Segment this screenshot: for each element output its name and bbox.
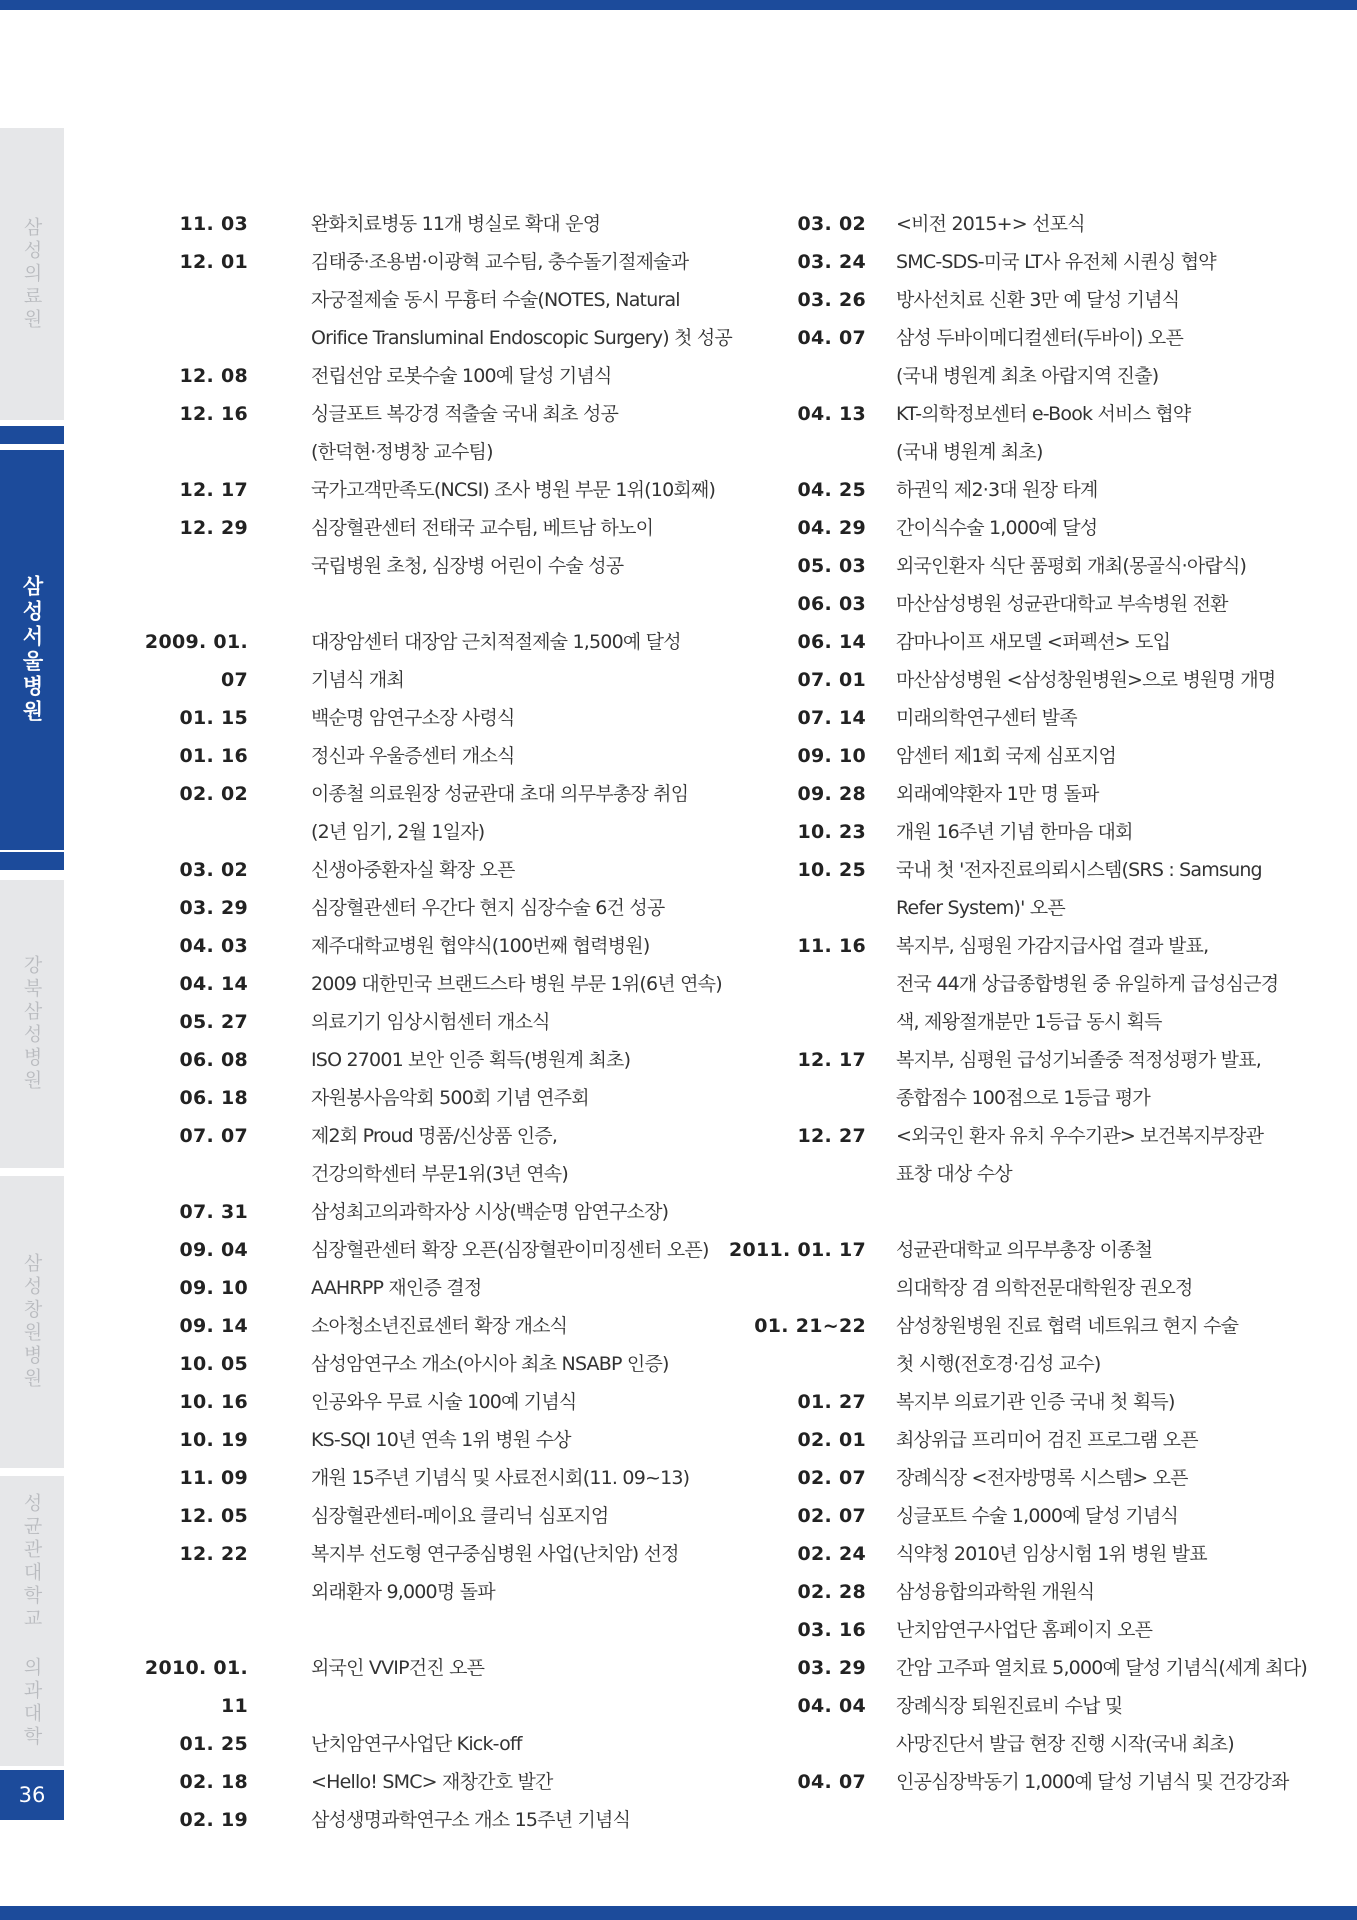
entry-description (866, 1763, 1289, 1801)
timeline-entry (130, 1421, 710, 1459)
timeline-entry (720, 927, 1280, 1041)
timeline-entry (720, 1459, 1280, 1497)
timeline-entry (130, 1117, 710, 1193)
entry-description-line: 국립병원 초청, 심장병 어린이 수술 성공 (311, 555, 624, 577)
active-tab-bottom-strip (0, 852, 64, 870)
entry-description (248, 243, 732, 357)
timeline-entry (130, 1307, 710, 1345)
entry-description (248, 623, 710, 699)
timeline-entry (130, 699, 710, 737)
entry-description (248, 851, 710, 889)
entry-description-line: 인공심장박동기 1,000예 달성 기념식 및 건강강좌 (896, 1771, 1289, 1793)
entry-description-line: 복지부, 심평원 급성기뇌졸중 적정성평가 발표, (896, 1049, 1261, 1071)
entry-description-line: AAHRPP 재인증 결정 (311, 1277, 482, 1299)
entry-description (248, 889, 710, 927)
entry-description-line: 삼성 두바이메디컬센터(두바이) 오픈 (896, 327, 1184, 349)
entry-description (248, 1497, 710, 1535)
entry-description-line: 심장혈관센터-메이요 클리닉 심포지엄 (311, 1505, 609, 1527)
timeline-entry (720, 1041, 1280, 1117)
entry-date: 01. 16 (179, 745, 248, 767)
timeline-entry (130, 965, 722, 1003)
timeline-entry (720, 471, 1280, 509)
entry-description-line: 미래의학연구센터 발족 (896, 707, 1077, 729)
entry-date: 11. 03 (179, 213, 248, 235)
timeline-entry (720, 1383, 1280, 1421)
entry-description-line: 전국 44개 상급종합병원 중 유일하게 급성심근경 (896, 973, 1279, 995)
entry-description-line: 감마나이프 새모델 <퍼펙션> 도입 (896, 631, 1171, 653)
entry-description-line: 심장혈관센터 전태국 교수팀, 베트남 하노이 (311, 517, 654, 539)
entry-description (866, 813, 1280, 851)
entry-description (866, 661, 1280, 699)
entry-description-line: 백순명 암연구소장 사령식 (311, 707, 515, 729)
entry-description-line: SMC-SDS-미국 LT사 유전체 시퀀싱 협약 (896, 251, 1216, 273)
entry-date: 09. 14 (179, 1315, 248, 1337)
entry-description-line: 삼성암연구소 개소(아시아 최초 NSABP 인증) (311, 1353, 669, 1375)
entry-description (248, 699, 710, 737)
entry-date: 04. 14 (179, 973, 248, 995)
entry-date: 09. 10 (797, 745, 866, 767)
entry-description-line: 성균관대학교 의무부총장 이종철 (896, 1239, 1153, 1261)
entry-description (866, 851, 1280, 927)
entry-date: 05. 03 (797, 555, 866, 577)
entry-date: 12. 17 (179, 479, 248, 501)
timeline-entry (720, 395, 1280, 471)
entry-description-line: KT-의학정보센터 e-Book 서비스 협약 (896, 403, 1191, 425)
side-tab-label: 삼성의료원 (20, 216, 43, 332)
timeline-entry (130, 889, 710, 927)
entry-description (866, 243, 1280, 281)
entry-date: 11. 09 (179, 1467, 248, 1489)
timeline-entry (720, 585, 1280, 623)
entry-description (866, 927, 1280, 1041)
entry-description-line: 외래예약환자 1만 명 돌파 (896, 783, 1099, 805)
entry-description-line: <비전 2015+> 선포식 (896, 213, 1085, 235)
timeline-entry (130, 1383, 710, 1421)
entry-description-line: 싱글포트 수술 1,000예 달성 기념식 (896, 1505, 1179, 1527)
timeline-entry (130, 1763, 710, 1801)
entry-description-line: 마산삼성병원 성균관대학교 부속병원 전환 (896, 593, 1228, 615)
entry-date: 05. 27 (179, 1011, 248, 1033)
entry-description-line: 삼성생명과학연구소 개소 15주년 기념식 (311, 1809, 631, 1831)
entry-description (866, 471, 1280, 509)
entry-description-line: 심장혈관센터 확장 오픈(심장혈관이미징센터 오픈) (311, 1239, 709, 1261)
entry-description (248, 1307, 710, 1345)
entry-description-line: 마산삼성병원 <삼성창원병원>으로 병원명 개명 (896, 669, 1276, 691)
entry-description-line: 이종철 의료원장 성균관대 초대 의무부총장 취임 (311, 783, 689, 805)
timeline-entry (130, 775, 710, 851)
entry-date: 06. 14 (797, 631, 866, 653)
entry-description (866, 1687, 1280, 1763)
entry-date: 12. 29 (179, 517, 248, 539)
entry-date: 10. 16 (179, 1391, 248, 1413)
entry-date: 09. 28 (797, 783, 866, 805)
entry-description (248, 1725, 710, 1763)
entry-description-line: 김태중·조용범·이광혁 교수팀, 충수돌기절제술과 (311, 251, 689, 273)
side-tab-label: 성균관대학교 의과대학 (20, 1493, 43, 1749)
timeline-entry (130, 471, 716, 509)
entry-description-line: 소아청소년진료센터 확장 개소식 (311, 1315, 568, 1337)
timeline-entry (130, 1725, 710, 1763)
entry-description-line: 방사선치료 신환 3만 예 달성 기념식 (896, 289, 1180, 311)
timeline-entry (720, 1421, 1280, 1459)
timeline-entry (130, 1041, 710, 1079)
timeline-entry (720, 1231, 1280, 1307)
active-tab-top-strip (0, 426, 64, 444)
entry-description (866, 319, 1280, 395)
timeline-entry (720, 623, 1280, 661)
entry-description-line: 암센터 제1회 국제 심포지엄 (896, 745, 1117, 767)
entry-date: 12. 22 (179, 1543, 248, 1565)
entry-description (248, 1231, 710, 1269)
entry-date: 07. 14 (797, 707, 866, 729)
entry-description (248, 1079, 710, 1117)
entry-description (248, 1041, 710, 1079)
entry-date: 10. 19 (179, 1429, 248, 1451)
entry-description-line: 자원봉사음악회 500회 기념 연주회 (311, 1087, 589, 1109)
entry-date: 12. 16 (179, 403, 248, 425)
entry-description-line: 식약청 2010년 임상시험 1위 병원 발표 (896, 1543, 1207, 1565)
entry-description (248, 1421, 710, 1459)
side-tab-samsung-medical-center[interactable] (0, 128, 64, 420)
timeline-entry (720, 737, 1280, 775)
timeline-entry (130, 851, 710, 889)
entry-description-line: 난치암연구사업단 Kick-off (311, 1733, 522, 1755)
entry-description (866, 1497, 1280, 1535)
entry-date: 12. 01 (179, 251, 248, 273)
timeline-entry (720, 243, 1280, 281)
entry-description-line: 최상위급 프리미어 검진 프로그램 오픈 (896, 1429, 1198, 1451)
entry-description (866, 1421, 1280, 1459)
entry-description (248, 1535, 710, 1611)
entry-description-line: 첫 시행(전호경·김성 교수) (896, 1353, 1101, 1375)
entry-description-line: 건강의학센터 부문1위(3년 연속) (311, 1163, 568, 1185)
entry-date: 09. 10 (179, 1277, 248, 1299)
timeline-entry (130, 1649, 710, 1725)
entry-date: 01. 27 (797, 1391, 866, 1413)
timeline-entry (130, 205, 710, 243)
timeline-entry (130, 1193, 710, 1231)
entry-description-line: 하권익 제2·3대 원장 타계 (896, 479, 1098, 501)
entry-description-line: 표창 대상 수상 (896, 1163, 1012, 1185)
timeline-entry (720, 1117, 1280, 1193)
entry-description (248, 1763, 710, 1801)
entry-date: 02. 19 (179, 1809, 248, 1831)
entry-description-line: 신생아중환자실 확장 오픈 (311, 859, 515, 881)
entry-date: 11. 16 (797, 935, 866, 957)
entry-date: 10. 23 (797, 821, 866, 843)
entry-description-line: 외국인환자 식단 품평회 개최(몽골식·아랍식) (896, 555, 1247, 577)
entry-date: 03. 26 (797, 289, 866, 311)
timeline-entry (130, 1003, 710, 1041)
entry-description-line: (한덕현·정병창 교수팀) (311, 441, 493, 463)
entry-description-line: (국내 병원계 최초) (896, 441, 1043, 463)
timeline-entry (720, 281, 1280, 319)
entry-description-line: KS-SQI 10년 연속 1위 병원 수상 (311, 1429, 571, 1451)
timeline-entry (130, 1079, 710, 1117)
timeline-entry (720, 1763, 1289, 1801)
entry-description-line: <Hello! SMC> 재창간호 발간 (311, 1771, 553, 1793)
side-tab-label: 삼성서울병원 (20, 575, 44, 725)
entry-description-line: 의료기기 임상시험센터 개소식 (311, 1011, 550, 1033)
entry-description-line: 삼성최고의과학자상 시상(백순명 암연구소장) (311, 1201, 669, 1223)
timeline-entry (720, 661, 1280, 699)
entry-date: 2010. 01. 11 (144, 1657, 248, 1717)
timeline-right-column (720, 205, 1308, 1801)
timeline-entry (720, 775, 1280, 813)
entry-description-line: 종합점수 100점으로 1등급 평가 (896, 1087, 1150, 1109)
entry-description-line: 개원 16주년 기념 한마음 대회 (896, 821, 1133, 843)
entry-description-line: 의대학장 겸 의학전문대학원장 권오정 (896, 1277, 1193, 1299)
entry-description-line: 삼성융합의과학원 개원식 (896, 1581, 1095, 1603)
entry-description (866, 1459, 1280, 1497)
timeline-entry (130, 509, 710, 585)
entry-description-line: 삼성창원병원 진료 협력 네트워크 현지 수술 (896, 1315, 1239, 1337)
entry-description-line: 자궁절제술 동시 무흉터 수술(NOTES, Natural (311, 289, 680, 311)
timeline-entry (720, 1573, 1280, 1611)
entry-description (248, 1117, 710, 1193)
entry-date: 01. 21~22 (754, 1315, 866, 1337)
timeline-entry (130, 1801, 710, 1839)
entry-description-line: 개원 15주년 기념식 및 사료전시회(11. 09~13) (311, 1467, 690, 1489)
entry-date: 07. 31 (179, 1201, 248, 1223)
timeline-entry (130, 1231, 710, 1269)
entry-description (866, 281, 1280, 319)
timeline-entry (720, 205, 1280, 243)
entry-description (866, 1041, 1280, 1117)
entry-description (866, 1535, 1280, 1573)
page-number: 36 (0, 1770, 64, 1820)
entry-date: 02. 01 (797, 1429, 866, 1451)
timeline-entry (130, 357, 710, 395)
entry-description-line: 난치암연구사업단 홈페이지 오픈 (896, 1619, 1153, 1641)
entry-date: 04. 07 (797, 1771, 866, 1793)
entry-description (866, 1307, 1280, 1383)
entry-description (248, 1459, 710, 1497)
entry-description-line: 2009 대한민국 브랜드스타 병원 부문 1위(6년 연속) (311, 973, 722, 995)
entry-description (248, 1193, 710, 1231)
entry-description (248, 357, 710, 395)
timeline-entry (720, 547, 1280, 585)
entry-description (866, 1117, 1280, 1193)
entry-date: 03. 02 (797, 213, 866, 235)
side-tab-label: 강북삼성병원 (20, 955, 43, 1093)
timeline-entry (130, 927, 710, 965)
entry-date: 02. 02 (179, 783, 248, 805)
side-tab-samsung-changwon-hospital[interactable] (0, 1176, 64, 1468)
entry-date: 09. 04 (179, 1239, 248, 1261)
entry-date: 02. 18 (179, 1771, 248, 1793)
entry-date: 03. 29 (797, 1657, 866, 1679)
entry-description (248, 927, 710, 965)
entry-date: 10. 05 (179, 1353, 248, 1375)
entry-date: 03. 29 (179, 897, 248, 919)
entry-description-line: 기념식 개최 (311, 669, 405, 691)
entry-description (866, 1231, 1280, 1307)
entry-description-line: 국가고객만족도(NCSI) 조사 병원 부문 1위(10회째) (311, 479, 716, 501)
entry-description (866, 509, 1280, 547)
timeline-entry (720, 1611, 1280, 1649)
entry-date: 12. 05 (179, 1505, 248, 1527)
timeline-entry (130, 1459, 710, 1497)
entry-description (248, 471, 715, 509)
bottom-accent-bar (0, 1906, 1357, 1920)
entry-description-line: 정신과 우울증센터 개소식 (311, 745, 515, 767)
timeline-entry (130, 1497, 710, 1535)
entry-description (866, 1383, 1280, 1421)
entry-description-line: 장례식장 퇴원진료비 수납 및 (896, 1695, 1123, 1717)
entry-description-line: 완화치료병동 11개 병실로 확대 운영 (311, 213, 601, 235)
entry-description-line: 전립선암 로봇수술 100예 달성 기념식 (311, 365, 612, 387)
entry-date: 02. 24 (797, 1543, 866, 1565)
entry-description (248, 737, 710, 775)
entry-description (248, 1383, 710, 1421)
entry-description (866, 1649, 1307, 1687)
timeline-entry (720, 1535, 1280, 1573)
entry-date: 01. 25 (179, 1733, 248, 1755)
entry-description (866, 699, 1280, 737)
entry-description-line: (국내 병원계 최초 아랍지역 진출) (896, 365, 1159, 387)
entry-description-line: 심장혈관센터 우간다 현지 심장수술 6건 성공 (311, 897, 665, 919)
entry-date: 03. 02 (179, 859, 248, 881)
timeline-entry (130, 737, 710, 775)
entry-date: 2011. 01. 17 (728, 1239, 866, 1261)
timeline-entry (130, 1345, 710, 1383)
entry-date: 07. 07 (179, 1125, 248, 1147)
entry-description-line: 싱글포트 복강경 적출술 국내 최초 성공 (311, 403, 619, 425)
timeline-entry (720, 813, 1280, 851)
entry-date: 03. 16 (797, 1619, 866, 1641)
entry-description-line: Orifice Transluminal Endoscopic Surgery) 첫 성공 (311, 327, 732, 349)
entry-date: 10. 25 (797, 859, 866, 881)
entry-date: 02. 07 (797, 1505, 866, 1527)
entry-description (866, 205, 1280, 243)
top-accent-bar (0, 0, 1357, 10)
entry-description (866, 395, 1280, 471)
entry-description (866, 1611, 1280, 1649)
timeline-entry (720, 851, 1280, 927)
entry-description-line: 장례식장 <전자방명록 시스템> 오픈 (896, 1467, 1188, 1489)
entry-date: 06. 18 (179, 1087, 248, 1109)
entry-description-line: ISO 27001 보안 인증 획득(병원계 최초) (311, 1049, 631, 1071)
side-tab-label: 삼성창원병원 (20, 1253, 43, 1391)
entry-description-line: <외국인 환자 유치 우수기관> 보건복지부장관 (896, 1125, 1264, 1147)
entry-description (866, 775, 1280, 813)
entry-description (866, 623, 1280, 661)
entry-date: 04. 25 (797, 479, 866, 501)
entry-description (248, 1345, 710, 1383)
entry-date: 02. 07 (797, 1467, 866, 1489)
timeline-entry (130, 395, 710, 471)
entry-date: 04. 29 (797, 517, 866, 539)
entry-description (248, 1649, 710, 1725)
entry-description-line: 간이식수술 1,000예 달성 (896, 517, 1098, 539)
timeline-entry (720, 1687, 1280, 1763)
side-tab-samsung-seoul-hospital[interactable] (0, 450, 64, 850)
entry-description-line: 제주대학교병원 협약식(100번째 협력병원) (311, 935, 650, 957)
entry-description-line: 복지부 의료기관 인증 국내 첫 획득) (896, 1391, 1175, 1413)
entry-description (248, 965, 722, 1003)
entry-description-line: 복지부 선도형 연구중심병원 사업(난치암) 선정 (311, 1543, 679, 1565)
entry-date: 04. 13 (797, 403, 866, 425)
entry-description (248, 1003, 710, 1041)
entry-date: 03. 24 (797, 251, 866, 273)
entry-date: 06. 08 (179, 1049, 248, 1071)
entry-description (248, 395, 710, 471)
entry-date: 01. 15 (179, 707, 248, 729)
entry-description-line: 인공와우 무료 시술 100예 기념식 (311, 1391, 577, 1413)
entry-date: 2009. 01. 07 (144, 631, 248, 691)
entry-date: 04. 07 (797, 327, 866, 349)
timeline-entry (130, 1269, 710, 1307)
entry-description (866, 1573, 1280, 1611)
entry-description-line: 대장암센터 대장암 근치적절제술 1,500예 달성 (311, 631, 681, 653)
entry-date: 12. 27 (797, 1125, 866, 1147)
entry-description (248, 509, 710, 585)
timeline-entry (720, 699, 1280, 737)
entry-description-line: 국내 첫 '전자진료의뢰시스템(SRS : Samsung (896, 859, 1262, 881)
entry-description (248, 775, 710, 851)
timeline-entry (720, 1307, 1280, 1383)
entry-description-line: 외국인 VVIP건진 오픈 (311, 1657, 485, 1679)
entry-date: 04. 03 (179, 935, 248, 957)
entry-description (866, 585, 1280, 623)
timeline-entry (130, 1535, 710, 1611)
entry-description (248, 1269, 710, 1307)
side-tab-skku-medical-school[interactable] (0, 1476, 64, 1766)
entry-description-line: 색, 제왕절개분만 1등급 동시 획득 (896, 1011, 1162, 1033)
entry-description (248, 1801, 710, 1839)
entry-date: 12. 17 (797, 1049, 866, 1071)
side-tab-kangbuk-samsung-hospital[interactable] (0, 880, 64, 1168)
entry-date: 12. 08 (179, 365, 248, 387)
timeline-entry (720, 1649, 1308, 1687)
entry-date: 06. 03 (797, 593, 866, 615)
entry-description (248, 205, 710, 243)
entry-description-line: 외래환자 9,000명 돌파 (311, 1581, 495, 1603)
entry-description-line: Refer System)' 오픈 (896, 897, 1065, 919)
timeline-entry (720, 1497, 1280, 1535)
timeline-entry (720, 509, 1280, 547)
entry-description-line: 사망진단서 발급 현장 진행 시작(국내 최초) (896, 1733, 1234, 1755)
timeline-left-column (130, 205, 732, 1839)
timeline-entry (130, 623, 710, 699)
timeline-entry (720, 319, 1280, 395)
entry-date: 02. 28 (797, 1581, 866, 1603)
entry-description-line: 제2회 Proud 명품/신상품 인증, (311, 1125, 558, 1147)
entry-description-line: 간암 고주파 열치료 5,000예 달성 기념식(세계 최다) (896, 1657, 1308, 1679)
entry-date: 07. 01 (797, 669, 866, 691)
entry-description-line: (2년 임기, 2월 1일자) (311, 821, 485, 843)
entry-description-line: 복지부, 심평원 가감지급사업 결과 발표, (896, 935, 1209, 957)
timeline-entry (130, 243, 732, 357)
entry-description (866, 547, 1280, 585)
entry-description (866, 737, 1280, 775)
entry-date: 04. 04 (797, 1695, 866, 1717)
